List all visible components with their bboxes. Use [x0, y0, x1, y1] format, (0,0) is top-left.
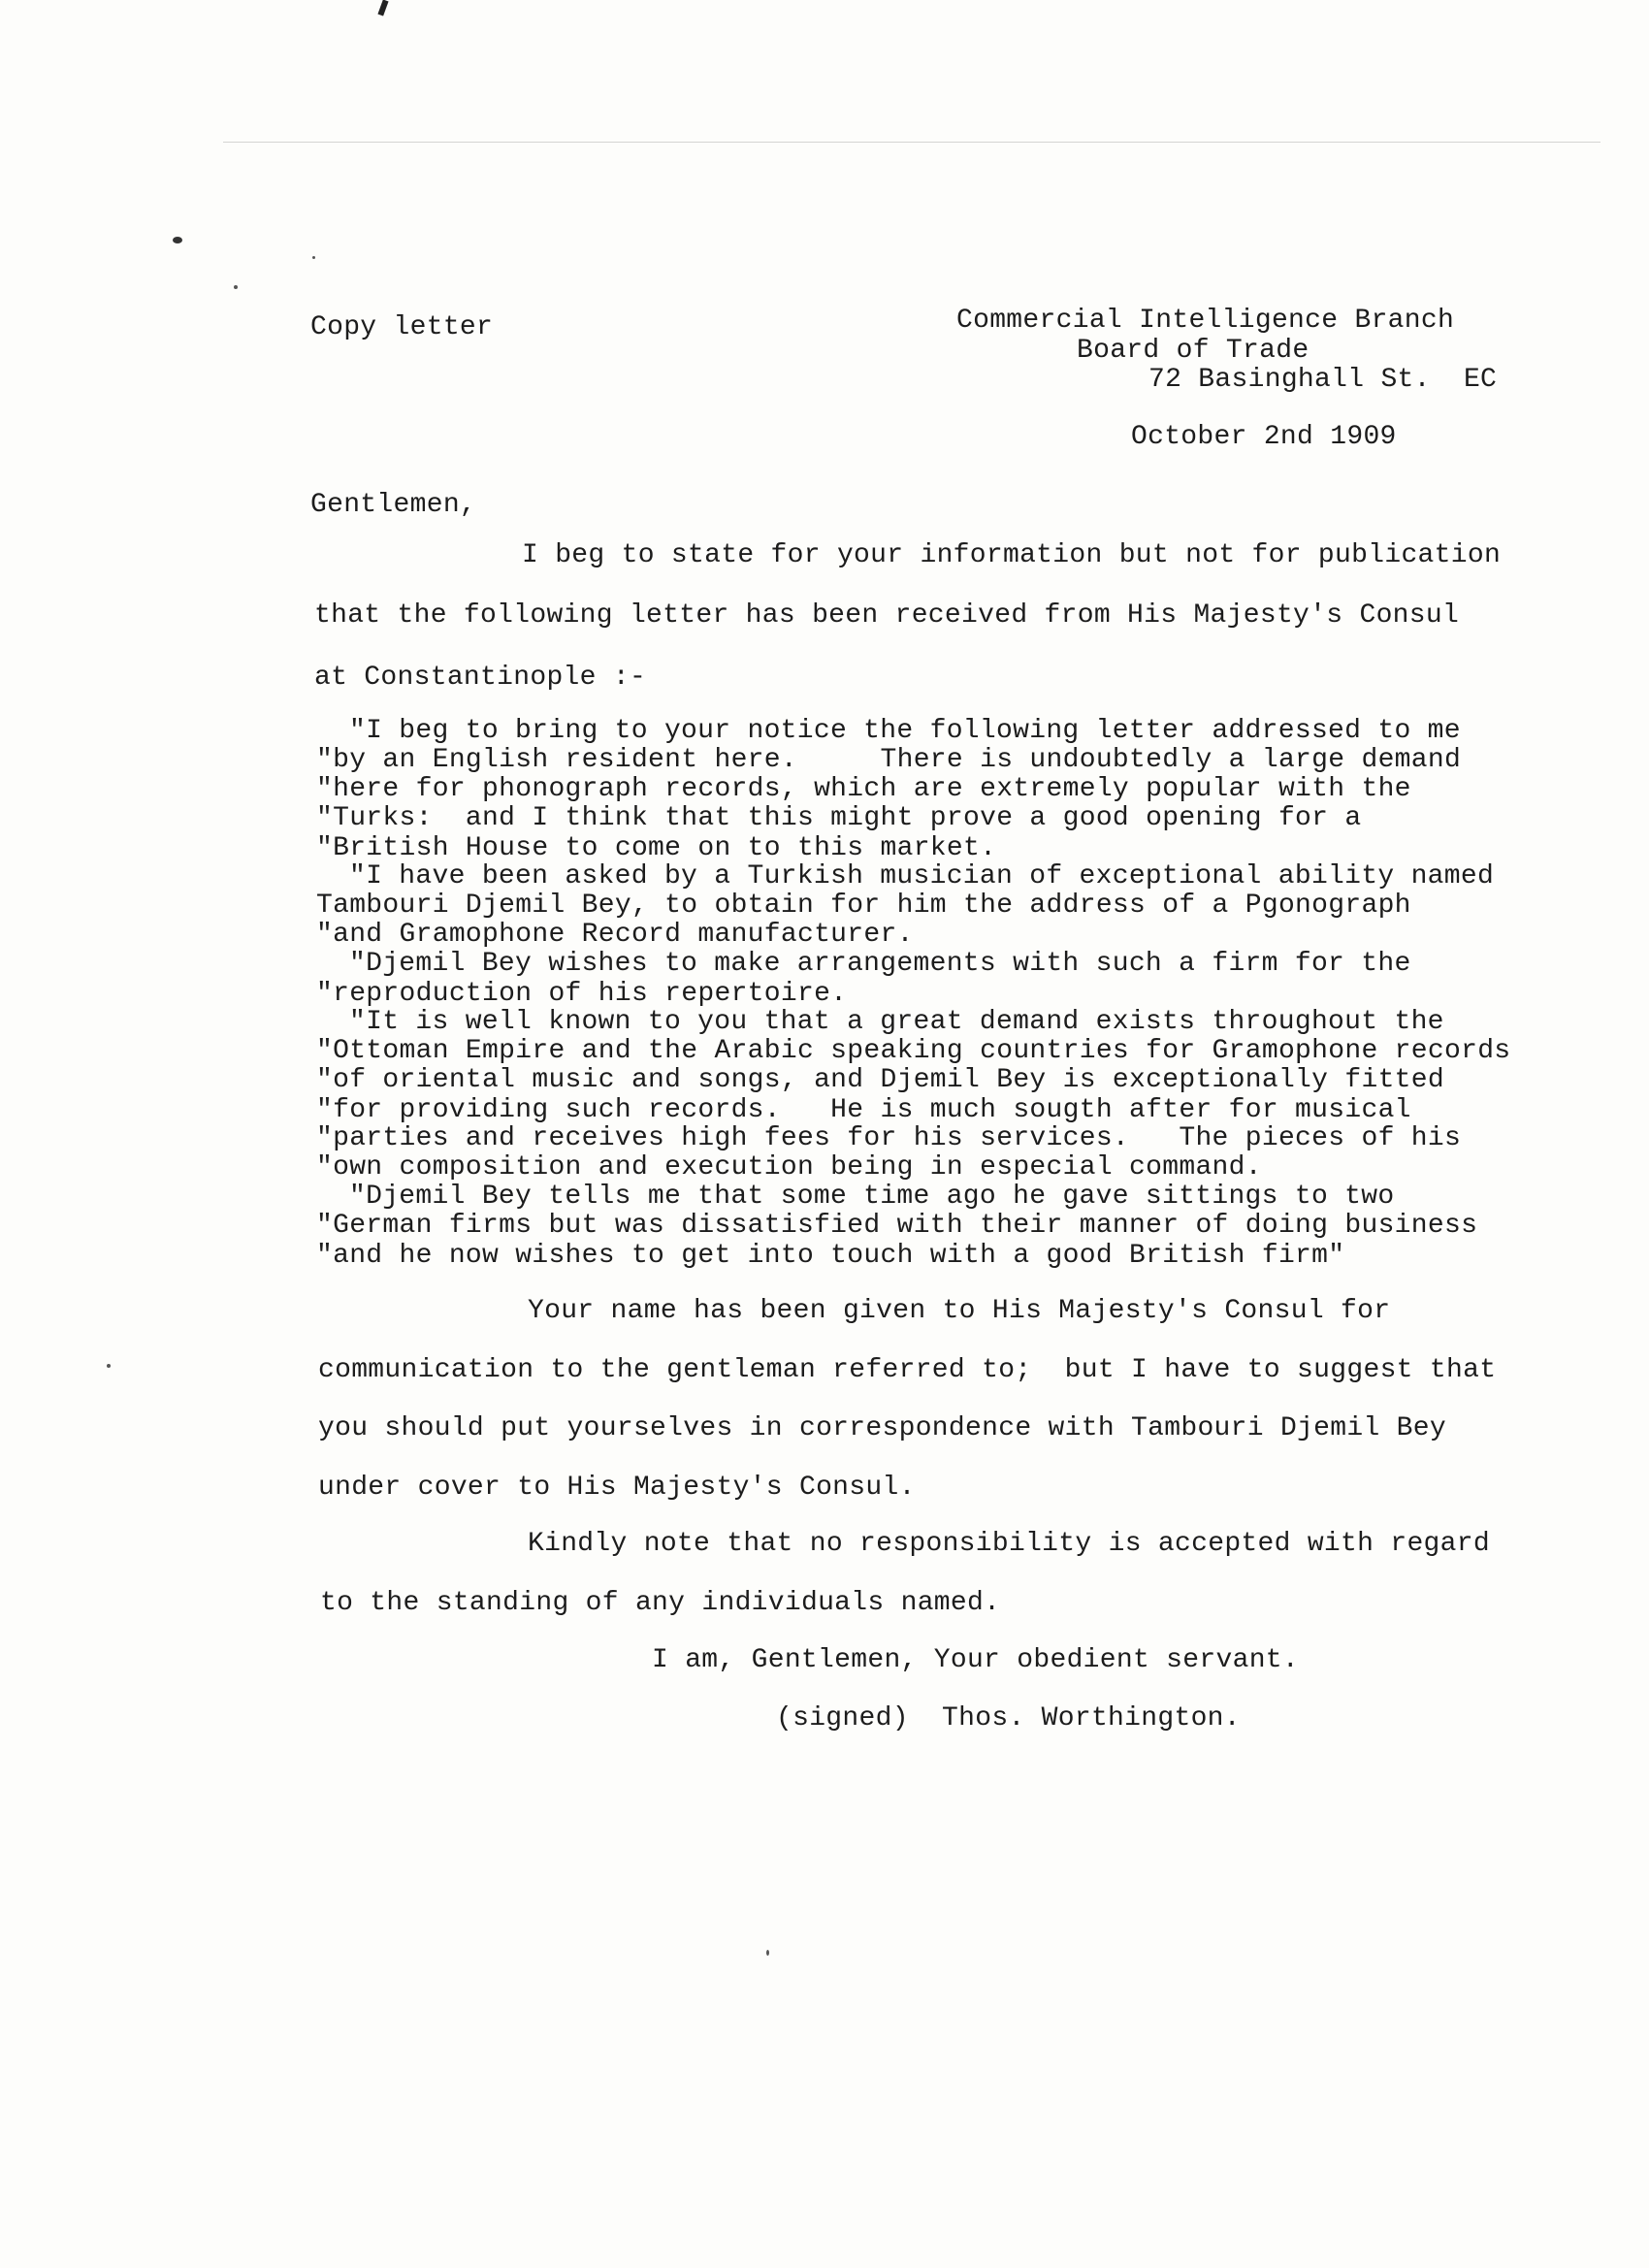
quoted-line: "of oriental music and songs, and Djemil Bey is exceptionally fitted	[316, 1065, 1444, 1095]
closing-line: I am, Gentlemen, Your obedient servant.	[652, 1645, 1300, 1675]
quoted-line: "here for phonograph records, which are extremely popular with the	[316, 774, 1411, 804]
quoted-line: "Djemil Bey tells me that some time ago he gave sittings to two	[349, 1182, 1395, 1212]
quoted-line: "parties and receives high fees for his services. The pieces of his	[316, 1123, 1462, 1153]
scan-edge-line	[223, 142, 1600, 143]
quoted-line: "German firms but was dissatisfied with their manner of doing business	[316, 1211, 1478, 1241]
quoted-line: "and he now wishes to get into touch with a good British firm"	[316, 1241, 1345, 1271]
quoted-line: "I have been asked by a Turkish musician of exceptional ability named	[349, 861, 1495, 891]
intro-line: I beg to state for your information but not for publication	[522, 540, 1502, 570]
quoted-line: "Djemil Bey wishes to make arrangements with such a firm for the	[349, 949, 1411, 979]
quoted-line: "Turks: and I think that this might prove a good opening for a	[316, 803, 1362, 833]
quoted-line: "by an English resident here. There is undoubtedly a large demand	[316, 745, 1462, 775]
scan-top-mark	[377, 0, 388, 16]
intro-line: at Constantinople :-	[314, 663, 647, 693]
salutation: Gentlemen,	[310, 490, 477, 520]
quoted-line: Tambouri Djemil Bey, to obtain for him the address of a Pgonograph	[316, 891, 1411, 921]
quoted-line: "own composition and execution being in especial command.	[316, 1152, 1262, 1183]
sender-address: 72 Basinghall St. EC	[1148, 365, 1498, 395]
body-line: Kindly note that no responsibility is accepted with regard	[528, 1529, 1490, 1559]
quoted-line: "for providing such records. He is much sougth after for musical	[316, 1095, 1411, 1125]
sender-board: Board of Trade	[1077, 336, 1310, 366]
body-line: you should put yourselves in correspondence with Tambouri Djemil Bey	[318, 1413, 1446, 1443]
letter-date: October 2nd 1909	[1131, 422, 1397, 452]
quoted-line: "and Gramophone Record manufacturer.	[316, 920, 914, 950]
body-line: to the standing of any individuals named.	[320, 1588, 1001, 1618]
quoted-line: "reproduction of his repertoire.	[316, 979, 848, 1009]
scan-speck	[234, 285, 238, 289]
quoted-line: "I beg to bring to your notice the following letter addressed to me	[349, 716, 1461, 746]
intro-line: that the following letter has been received from His Majesty's Consul	[314, 600, 1460, 631]
body-line: Your name has been given to His Majesty's Consul for	[528, 1296, 1391, 1326]
quoted-line: "Ottoman Empire and the Arabic speaking countries for Gramophone records	[316, 1036, 1511, 1066]
sender-branch: Commercial Intelligence Branch	[956, 306, 1455, 336]
scan-speck	[312, 256, 315, 259]
scan-speck	[173, 237, 182, 243]
scan-speck	[107, 1364, 111, 1368]
quoted-line: "British House to come on to this market.	[316, 833, 997, 863]
body-line: communication to the gentleman referred to; but I have to suggest that	[318, 1355, 1497, 1385]
scan-speck	[766, 1950, 769, 1956]
body-line: under cover to His Majesty's Consul.	[318, 1473, 916, 1503]
signature-line: (signed) Thos. Worthington.	[776, 1703, 1241, 1733]
copy-letter-label: Copy letter	[310, 312, 494, 342]
quoted-line: "It is well known to you that a great demand exists throughout the	[349, 1007, 1444, 1037]
